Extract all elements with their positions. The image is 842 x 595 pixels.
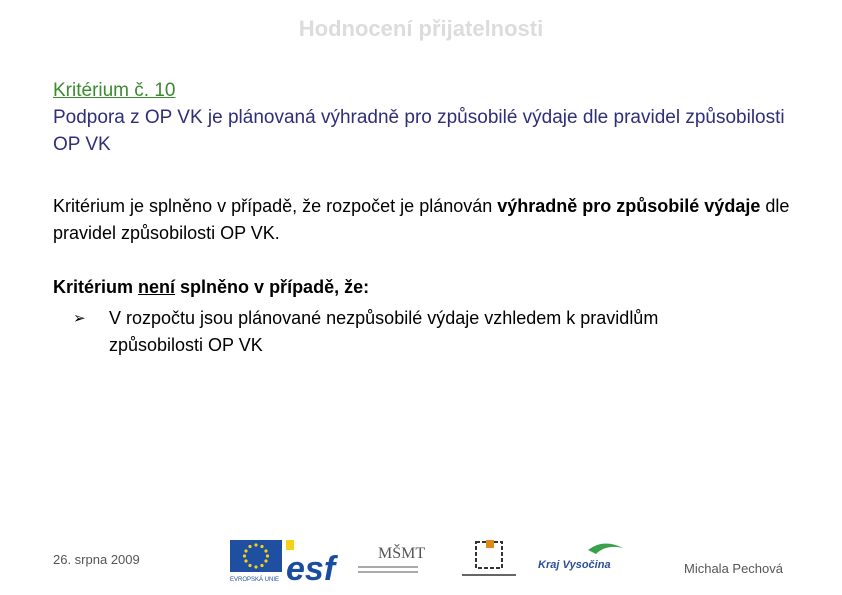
criterion-not-met-block [53, 274, 793, 359]
esf-text: esf [286, 550, 336, 584]
not-met-end: splněno v případě, že: [175, 277, 370, 297]
criterion-met-paragraph [53, 193, 793, 247]
kraj-text: Kraj Vysočina [538, 559, 611, 571]
not-met-underlined: není [138, 277, 176, 297]
met-text-before: Kritérium je splněno v případě, že rozpočet je plánován [53, 196, 498, 216]
not-met-start: Kritérium [53, 277, 139, 297]
esf-logo [286, 540, 339, 584]
eu-flag-logo [230, 540, 282, 583]
footer-date: 26. srpna 2009 [53, 552, 140, 567]
partner-logos [228, 536, 628, 584]
criterion-label: Kritérium č. 10 [53, 80, 176, 101]
not-met-heading [53, 274, 793, 301]
op-vk-logo [462, 540, 516, 576]
criterion-heading [53, 77, 793, 158]
list-item [53, 305, 793, 359]
criterion-title: Podpora z OP VK je plánovaná výhradně pro způsobilé výdaje dle pravidel způsobilosti OP VK [53, 107, 785, 155]
footer-author: Michala Pechová [684, 561, 783, 576]
msmt-logo [358, 543, 425, 573]
met-text-bold: výhradně pro způsobilé výdaje [497, 196, 761, 216]
bullet-text: V rozpočtu jsou plánované nezpůsobilé výdaje vzhledem k pravidlům způsobilosti OP VK [109, 308, 659, 355]
msmt-text: MŠMT [378, 545, 426, 562]
arrow-bullet-icon: ➢ [73, 310, 86, 327]
kraj-vysocina-logo [538, 543, 623, 571]
eu-caption: EVROPSKÁ UNIE [230, 577, 280, 583]
slide-title: Hodnocení přijatelnosti [298, 16, 544, 41]
met-text-after: dle pravidel způsobilosti OP VK. [53, 196, 790, 243]
